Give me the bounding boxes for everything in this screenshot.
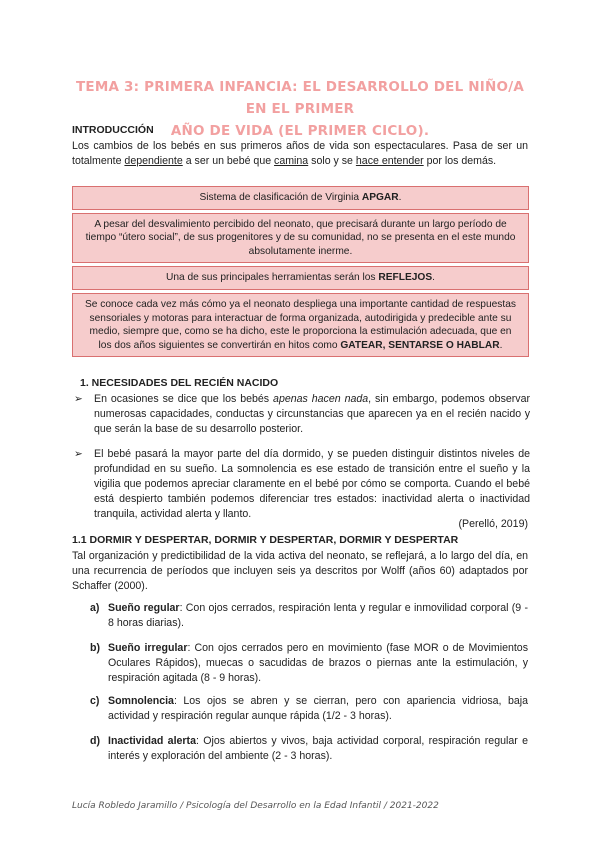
list-item-label: c) xyxy=(90,695,100,707)
box-apgar-end: . xyxy=(398,192,402,203)
citation: (Perelló, 2019) xyxy=(458,518,528,530)
bullet-2-text: El bebé pasará la mayor parte del día dormido, y se pueden distinguir distintos niveles de profundidad en su sueño. La somnolencia es ese estado de transición entre el sueño y la vigilia que podemos apreciar claramente en el bebé por cómo se comporta. Cuando el bebé está despierto también podemos diferenciar tres estados: inactividad alerta o inactividad tranquila, actividad alerta y llanto. xyxy=(94,448,530,520)
box-neonato xyxy=(72,293,529,357)
list-item-text xyxy=(108,694,528,724)
intro-underline-2: camina xyxy=(274,155,309,167)
intro-text-2: a ser un bebé que xyxy=(182,155,275,167)
list-item-text xyxy=(108,641,528,686)
intro-text-3: solo y se xyxy=(308,155,356,167)
box-reflejos-bold: REFLEJOS xyxy=(378,272,433,284)
highlight-boxes xyxy=(72,186,529,360)
list-item-desc: : Con ojos cerrados, respiración lenta y regular e inmovilidad corporal (9 - 8 horas diarias). xyxy=(108,602,528,629)
intro-text-4: por los demás. xyxy=(423,155,497,167)
arrow-bullet-icon: ➢ xyxy=(74,393,83,405)
title-line-1: TEMA 3: PRIMERA INFANCIA: EL DESARROLLO DEL NIÑO/A EN EL PRIMER xyxy=(76,79,524,117)
box-desvalimiento-text: A pesar del desvalimiento percibido del neonato, que precisará durante un largo período de tiempo “útero social”, de sus progenitores y de su comunidad, no se presenta en el este mundo absolutamente inerme. xyxy=(85,218,516,257)
intro-heading: INTRODUCCIÓN xyxy=(72,124,154,136)
bullet-1-start: En ocasiones se dice que los bebés xyxy=(94,393,274,405)
box-reflejos xyxy=(72,266,529,290)
section-1-1-intro: Tal organización y predictibilidad de la vida activa del neonato, se reflejará, a lo largo del día, en una recurrencia de períodos que incluyen seis ya descritos por Wolff (años 60) adaptados por Schaffer (2000). xyxy=(72,550,528,592)
bullet-item-1 xyxy=(74,392,530,437)
box-reflejos-end: . xyxy=(432,272,435,284)
section-1-1-heading: 1.1 DORMIR Y DESPERTAR, DORMIR Y DESPERTAR, DORMIR Y DESPERTAR xyxy=(72,534,459,546)
list-item-text xyxy=(108,734,528,764)
list-item-desc: : Con ojos cerrados pero en movimiento (fase MOR o de Movimientos Oculares Rápidos), muecas o sacudidas de brazos o piernas ante la estimulación, y respiración agitada (8 - 9 horas). xyxy=(108,642,528,684)
list-item-term: Sueño regular xyxy=(108,602,180,614)
box-neonato-bold: GATEAR, SENTARSE O HABLAR xyxy=(340,339,500,351)
box-desvalimiento xyxy=(72,213,529,264)
section-1-heading: 1. NECESIDADES DEL RECIÉN NACIDO xyxy=(80,377,279,389)
intro-text-1: Los cambios de los bebés en sus primeros años de vida son espectaculares. Pasa de ser un totalmente xyxy=(72,140,528,167)
bullet-1-text xyxy=(94,392,530,437)
box-neonato-text: Se conoce cada vez más cómo ya el neonato despliega una importante cantidad de respuestas sensoriales y motoras para interactuar de forma organizada, autodirigida y predecible ante su medio, siempre que, como se ha dicho, este le proporciona la estimulación adecuada, que en los dos años siguientes se convertirán en hitos como xyxy=(85,298,516,351)
box-apgar xyxy=(72,186,529,210)
arrow-bullet-icon: ➢ xyxy=(74,448,83,460)
list-item xyxy=(72,641,528,686)
list-item-label: d) xyxy=(90,735,100,747)
bullet-item-2 xyxy=(74,447,530,522)
box-apgar-text: Sistema de clasificación de Virginia xyxy=(199,192,362,203)
bullet-1-end: , sin embargo, podemos observar numerosas capacidades, conductas y circunstancias que aparecen ya en el recién nacido y que serán la base de su desarrollo posterior. xyxy=(94,393,531,435)
list-item-term: Sueño irregular xyxy=(108,642,188,654)
page-footer: Lucía Robledo Jaramillo / Psicología del Desarrollo en la Edad Infantil / 2021-2022 xyxy=(72,801,439,811)
intro-underline-3: hace entender xyxy=(355,155,424,167)
list-item-label: b) xyxy=(90,642,100,654)
list-item-label: a) xyxy=(90,602,100,614)
box-reflejos-text: Una de sus principales herramientas serán los xyxy=(166,272,379,284)
bullet-1-italic: apenas hacen nada xyxy=(273,393,369,405)
list-item-desc: : Ojos abiertos y vivos, baja actividad corporal, respiración regular e interés y exploración del ambiente (2 - 3 horas). xyxy=(108,735,528,762)
list-item-term: Inactividad alerta xyxy=(108,735,196,747)
list-item xyxy=(72,734,528,764)
title-line-2: AÑO DE VIDA (EL PRIMER CICLO). xyxy=(170,123,430,139)
list-item-text xyxy=(108,601,528,631)
box-neonato-end: . xyxy=(499,339,503,351)
box-apgar-bold: APGAR xyxy=(361,192,399,203)
list-item xyxy=(72,694,528,724)
list-item-term: Somnolencia xyxy=(108,695,174,707)
intro-underline-1: dependiente xyxy=(124,155,183,167)
intro-paragraph xyxy=(72,139,528,169)
list-item xyxy=(72,601,528,631)
list-item-desc: : Los ojos se abren y se cierran, pero con apariencia vidriosa, baja actividad y respiración regular aunque rápida (1/2 - 3 horas). xyxy=(108,695,528,722)
